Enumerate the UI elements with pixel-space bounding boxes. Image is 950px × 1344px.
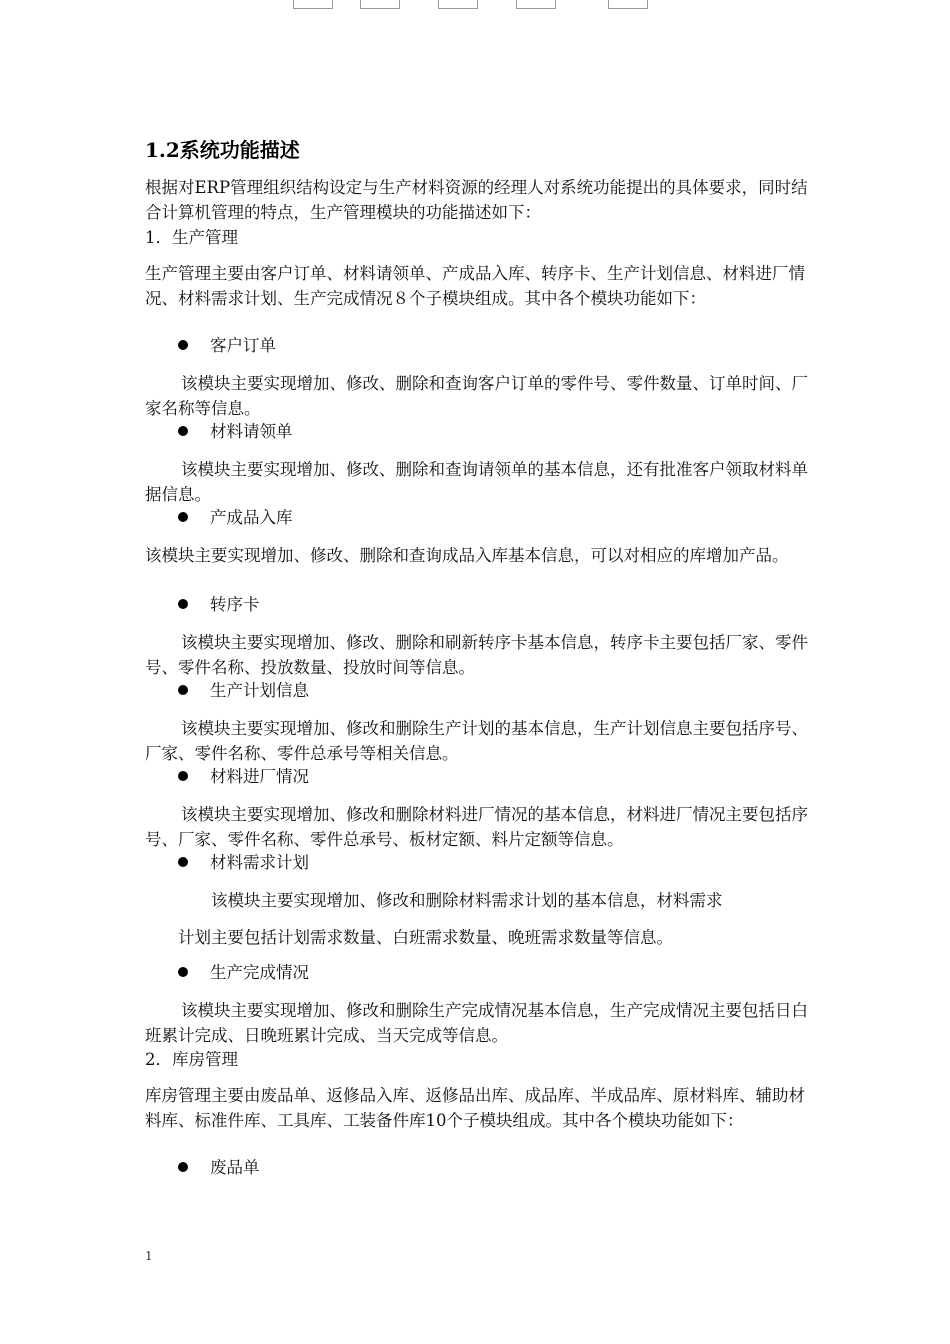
- list-item: [178, 334, 276, 358]
- bullet-icon: [178, 1162, 188, 1172]
- bullet-icon: [178, 857, 188, 867]
- list-item: [178, 679, 309, 703]
- section1-title: 1．生产管理: [145, 228, 238, 247]
- section2-title: 2．库房管理: [145, 1050, 238, 1069]
- bullet-icon: [178, 426, 188, 436]
- header-box: [360, 0, 400, 9]
- section2-description: 库房管理主要由废品单、返修品入库、返修品出库、成品库、半成品库、原材料库、辅助材料库、标准件库、工具库、工装备件库10个子模块组成。其中各个模块功能如下：: [145, 1086, 805, 1130]
- list-item: [178, 506, 293, 530]
- item-text: 计划主要包括计划需求数量、白班需求数量、晚班需求数量等信息。: [178, 928, 673, 947]
- item-text: 该模块主要实现增加、修改、删除和查询客户订单的零件号、零件数量、订单时间、厂家名称等信息。: [145, 374, 808, 418]
- list-item: [178, 420, 293, 444]
- item-label: 客户订单: [210, 336, 276, 355]
- bullet-icon: [178, 340, 188, 350]
- item-label: 产成品入库: [210, 508, 293, 527]
- item-text: 该模块主要实现增加、修改、删除和刷新转序卡基本信息，转序卡主要包括厂家、零件号、零件名称、投放数量、投放时间等信息。: [145, 633, 808, 677]
- item-text: 该模块主要实现增加、修改和删除生产计划的基本信息，生产计划信息主要包括序号、厂家、零件名称、零件总承号等相关信息。: [145, 719, 808, 763]
- item-text: 该模块主要实现增加、修改和删除材料需求计划的基本信息，材料需求: [211, 891, 723, 910]
- item-label: 废品单: [210, 1158, 260, 1177]
- section-heading: 1.2系统功能描述: [145, 138, 300, 162]
- page-number: 1: [145, 1249, 153, 1263]
- bullet-icon: [178, 512, 188, 522]
- section1-description: 生产管理主要由客户订单、材料请领单、产成品入库、转序卡、生产计划信息、材料进厂情况、材料需求计划、生产完成情况８个子模块组成。其中各个模块功能如下：: [145, 264, 805, 308]
- list-item: [178, 1156, 260, 1180]
- list-item: [178, 961, 309, 985]
- bullet-icon: [178, 967, 188, 977]
- list-item: [178, 765, 309, 789]
- header-box: [608, 0, 648, 9]
- list-item: [178, 851, 309, 875]
- item-label: 材料请领单: [210, 422, 293, 441]
- item-text: 该模块主要实现增加、修改、删除和查询请领单的基本信息，还有批准客户领取材料单据信息。: [145, 460, 808, 504]
- item-text: 该模块主要实现增加、修改、删除和查询成品入库基本信息，可以对相应的库增加产品。: [145, 546, 789, 565]
- item-label: 转序卡: [210, 595, 260, 614]
- item-label: 材料需求计划: [210, 853, 309, 872]
- bullet-icon: [178, 685, 188, 695]
- item-label: 生产完成情况: [210, 963, 309, 982]
- item-text: 该模块主要实现增加、修改和删除生产完成情况基本信息，生产完成情况主要包括日白班累计完成、日晚班累计完成、当天完成等信息。: [145, 1001, 808, 1045]
- list-item: [178, 593, 260, 617]
- header-box: [293, 0, 333, 9]
- bullet-icon: [178, 771, 188, 781]
- item-text: 该模块主要实现增加、修改和删除材料进厂情况的基本信息，材料进厂情况主要包括序号、厂家、零件名称、零件总承号、板材定额、料片定额等信息。: [145, 805, 808, 849]
- header-box: [438, 0, 478, 9]
- header-decoration: [0, 0, 950, 12]
- bullet-icon: [178, 599, 188, 609]
- item-label: 生产计划信息: [210, 681, 309, 700]
- item-label: 材料进厂情况: [210, 767, 309, 786]
- header-box: [516, 0, 556, 9]
- intro-paragraph: 根据对ERP管理组织结构设定与生产材料资源的经理人对系统功能提出的具体要求，同时结合计算机管理的特点，生产管理模块的功能描述如下：: [145, 178, 808, 222]
